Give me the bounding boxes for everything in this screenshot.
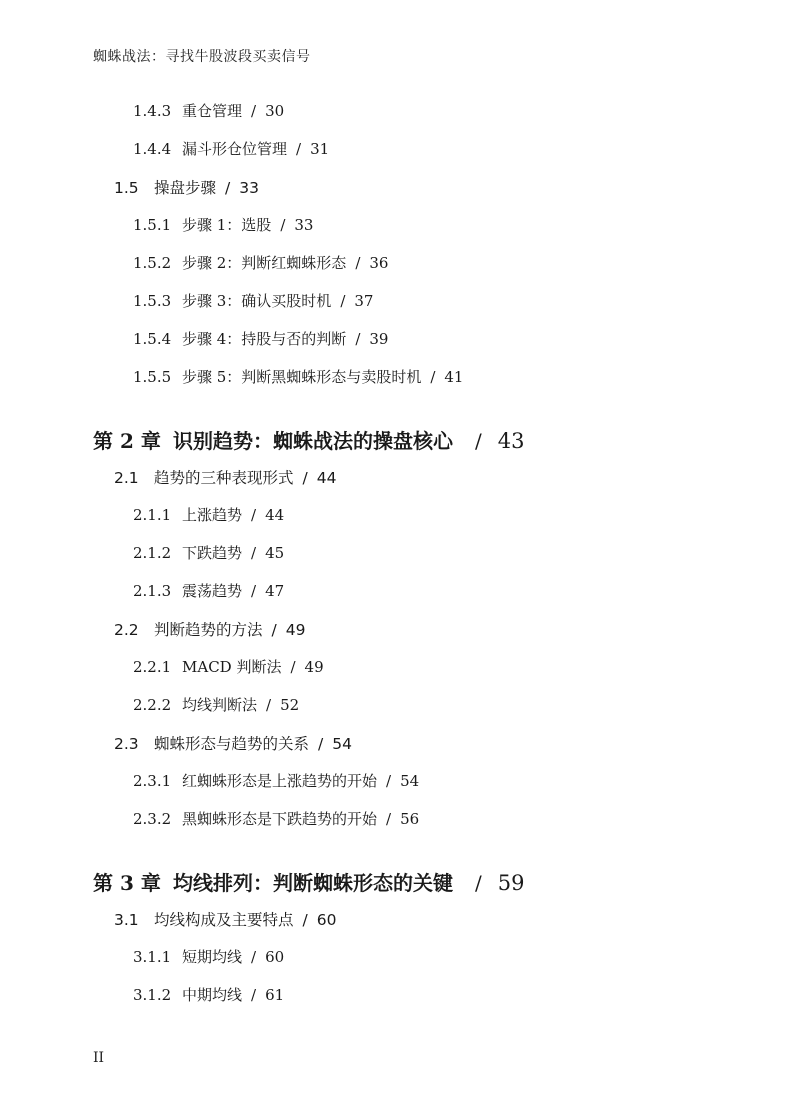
toc-entry-separator: / <box>290 658 296 676</box>
toc-entry-title: 震荡趋势 <box>182 582 243 600</box>
toc-entry-number: 2.2.2 <box>133 696 172 714</box>
toc-entry-page: 60 <box>316 911 337 929</box>
toc-entry-separator: / <box>251 544 257 562</box>
toc-entry-separator: / <box>251 582 257 600</box>
toc-entry-number: 1.5.2 <box>133 254 172 272</box>
toc-entry-page: 36 <box>369 254 389 272</box>
toc-entry-title: MACD 判断法 <box>182 658 282 676</box>
toc-entry-title: 重仓管理 <box>182 102 243 120</box>
toc-entry-separator: / <box>302 469 308 487</box>
toc-entry-page: 45 <box>265 544 285 562</box>
toc-entry-number: 2.3.2 <box>133 810 172 828</box>
toc-subsection <box>133 770 419 791</box>
toc-entry-number: 2.1 <box>114 469 139 487</box>
toc-subsection <box>133 694 299 715</box>
toc-subsection <box>133 656 324 677</box>
toc-entry-title: 判断趋势的方法 <box>154 621 263 639</box>
toc-entry-number: 1.5.3 <box>133 292 172 310</box>
toc-entry-number: 3.1 <box>114 911 139 929</box>
toc-entry-page: 54 <box>332 735 352 753</box>
toc-entry-number: 2.2 <box>114 621 139 639</box>
toc-entry-page: 30 <box>265 102 285 120</box>
toc-subsection <box>133 504 284 525</box>
toc-entry-title: 步骤 4：持股与否的判断 <box>182 330 347 348</box>
toc-entry-page: 61 <box>265 986 285 1004</box>
toc-entry-page: 39 <box>369 330 389 348</box>
toc-entry-number: 2.1.3 <box>133 582 172 600</box>
toc-subsection <box>133 366 463 387</box>
toc-entry-separator: / <box>318 735 324 753</box>
toc-entry-title: 趋势的三种表现形式 <box>154 469 294 487</box>
toc-entry-title: 均线判断法 <box>182 696 258 714</box>
toc-entry-number: 第 3 章 <box>93 871 161 895</box>
toc-entry-number: 1.4.4 <box>133 140 172 158</box>
page-number: II <box>93 1050 105 1066</box>
toc-entry-page: 37 <box>354 292 374 310</box>
toc-entry-separator: / <box>386 772 392 790</box>
running-header: 蜘蛛战法：寻找牛股波段买卖信号 <box>93 49 311 65</box>
toc-entry-page: 41 <box>444 368 464 386</box>
toc-entry-number: 2.2.1 <box>133 658 172 676</box>
toc-entry-page: 54 <box>400 772 420 790</box>
toc-entry-separator: / <box>280 216 286 234</box>
toc-entry-number: 1.5 <box>114 179 139 197</box>
toc-subsection <box>133 290 373 311</box>
toc-subsection <box>133 946 284 967</box>
toc-entry-separator: / <box>251 948 257 966</box>
toc-section <box>114 908 336 930</box>
toc-entry-separator: / <box>225 179 231 197</box>
toc-entry-number: 1.4.3 <box>133 102 172 120</box>
toc-entry-title: 黑蜘蛛形态是下跌趋势的开始 <box>182 810 378 828</box>
toc-entry-separator: / <box>271 621 277 639</box>
toc-entry-title: 下跌趋势 <box>182 544 243 562</box>
toc-entry-separator: / <box>340 292 346 310</box>
toc-entry-page: 49 <box>304 658 324 676</box>
toc-entry-title: 红蜘蛛形态是上涨趋势的开始 <box>182 772 378 790</box>
toc-entry-title: 蜘蛛形态与趋势的关系 <box>154 735 310 753</box>
toc-section <box>114 618 305 640</box>
toc-entry-title: 步骤 5：判断黑蜘蛛形态与卖股时机 <box>182 368 422 386</box>
toc-section <box>114 732 352 754</box>
toc-entry-separator: / <box>251 986 257 1004</box>
toc-section <box>114 466 336 488</box>
toc-entry-title: 步骤 2：判断红蜘蛛形态 <box>182 254 347 272</box>
toc-chapter <box>93 425 524 454</box>
toc-entry-title: 均线构成及主要特点 <box>154 911 294 929</box>
toc-entry-number: 1.5.4 <box>133 330 172 348</box>
toc-entry-page: 49 <box>285 621 306 639</box>
toc-entry-title: 识别趋势：蜘蛛战法的操盘核心 <box>173 429 453 453</box>
toc-entry-page: 47 <box>265 582 285 600</box>
toc-entry-title: 操盘步骤 <box>154 179 217 197</box>
toc-entry-title: 步骤 3：确认买股时机 <box>182 292 332 310</box>
toc-entry-page: 33 <box>239 179 259 197</box>
toc-subsection <box>133 542 284 563</box>
toc-entry-number: 2.1.1 <box>133 506 172 524</box>
toc-subsection <box>133 138 329 159</box>
toc-entry-number: 1.5.1 <box>133 216 172 234</box>
toc-subsection <box>133 580 284 601</box>
toc-entry-page: 44 <box>265 506 285 524</box>
toc-entry-title: 漏斗形仓位管理 <box>182 140 288 158</box>
toc-entry-page: 56 <box>400 810 420 828</box>
toc-subsection <box>133 984 284 1005</box>
toc-entry-page: 52 <box>280 696 300 714</box>
toc-entry-title: 中期均线 <box>182 986 243 1004</box>
toc-subsection <box>133 214 313 235</box>
toc-entry-separator: / <box>296 140 302 158</box>
toc-entry-separator: / <box>386 810 392 828</box>
toc-entry-page: 33 <box>294 216 314 234</box>
toc-entry-separator: / <box>251 102 257 120</box>
toc-entry-separator: / <box>475 429 482 453</box>
toc-subsection <box>133 328 388 349</box>
toc-entry-separator: / <box>475 871 482 895</box>
toc-entry-number: 3.1.2 <box>133 986 172 1004</box>
toc-entry-number: 第 2 章 <box>93 429 161 453</box>
toc-subsection <box>133 100 284 121</box>
toc-entry-page: 43 <box>497 429 525 453</box>
toc-entry-number: 1.5.5 <box>133 368 172 386</box>
toc-entry-number: 2.3 <box>114 735 139 753</box>
toc-entry-separator: / <box>355 254 361 272</box>
toc-entry-title: 短期均线 <box>182 948 243 966</box>
toc-entry-number: 2.3.1 <box>133 772 172 790</box>
toc-subsection <box>133 252 388 273</box>
toc-chapter <box>93 867 524 896</box>
toc-entry-separator: / <box>266 696 272 714</box>
toc-section <box>114 176 259 198</box>
toc-entry-separator: / <box>302 911 308 929</box>
toc-entry-page: 59 <box>497 871 525 895</box>
toc-entry-page: 31 <box>310 140 330 158</box>
toc-entry-title: 上涨趋势 <box>182 506 243 524</box>
toc-entry-page: 44 <box>316 469 337 487</box>
toc-subsection <box>133 808 419 829</box>
toc-entry-page: 60 <box>265 948 285 966</box>
toc-entry-separator: / <box>251 506 257 524</box>
toc-entry-title: 步骤 1：选股 <box>182 216 272 234</box>
toc-entry-title: 均线排列：判断蜘蛛形态的关键 <box>173 871 453 895</box>
toc-entry-number: 3.1.1 <box>133 948 172 966</box>
toc-entry-separator: / <box>430 368 436 386</box>
toc-entry-number: 2.1.2 <box>133 544 172 562</box>
toc-entry-separator: / <box>355 330 361 348</box>
